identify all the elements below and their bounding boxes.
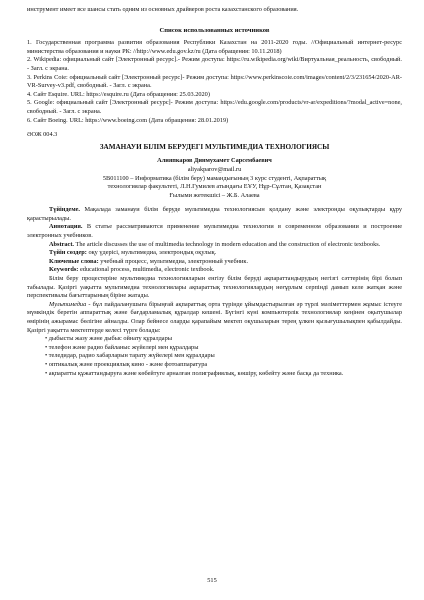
abstract-ru [27,223,402,240]
list-item: • оптикалық және проекциялық кино - және фотоаппаратура [45,360,208,368]
author-name: Алияпкаров Динмухамет Сарсембаевич [157,157,272,165]
page-number: 515 [207,577,217,584]
affiliation-line: технологиялар факультеті, Л.Н.Гумилев атындағы ЕҰУ, Нұр-Сұлтан, Қазақстан [107,183,322,191]
udc-code: ӘОЖ 004.3 [27,131,58,139]
keywords-kz [27,249,402,258]
keywords-kz-text: оқу үдерісі, мультимедиа, электрондық оқулық. [86,249,217,257]
list-item: • ақпаратты құжаттандыруға және көбейтуге арналған полиграфиялық, көшіру, көбейту және басқа да техника. [45,369,344,377]
reference-item: 2. Wikipedia: официальный сайт [Электронный ресурс].- Режим доступа: https://ru.wikipedia.org/wiki/Виртуальная_реальность, свободный. - Загл. с экрана. [27,56,402,72]
body-paragraph: Білім беру процестеріне мультимедиа технологияларын енгізу білім беруді ақпараттандырудың негізгі сәттерінің бірі болып табылады. Қазіргі уақытта мультимедиа технологиялары ақпараттық технологиялардың неғұрлым серпінді дамып келе жатқан және перспективалы бағыттарының біріне жатады. [27,275,402,300]
abstract-en-text: The article discusses the use of multimedia technology in modern education and the construction of electronic textbooks. [74,240,381,248]
author-email: aliyakparov@mail.ru [187,165,242,173]
list-item: • дыбысты жазу және дыбыс ойнату құралдары [45,335,172,343]
keywords-en-text: educational process, multimedia, electronic textbook. [78,266,215,274]
keywords-kz-label: Түйін сөздер: [49,249,87,257]
reference-item: 4. Сайт Esquire. URL: https://esquire.ru (Дата обращения: 25.03.2020) [27,90,210,98]
body-paragraph-text: - бұл пайдаланушыға бірыңғай ақпараттық орта түрінде ұйымдастырылған әр түрлі мәліметтермен жұмыс істеуге мүмкіндік беретін аппараттық және бағдарламалық құралдар кешені. Бүгінгі күні компьютерлік технологиялар кеңінен оқытушылар өмірінің ажырамас бөлігіне айналды. Олар бейнесе оларды қарапайым мектеп оқушыларын терең ұлкен қызығушылықпен қабылдайды. Қазіргі уақытта мектептерде келесі түрге болады: [27,300,402,334]
abstract-en [27,241,402,250]
keywords-en-label: Keywords: [49,266,79,274]
references-list [27,39,402,125]
reference-item: 1. Государственная программа развития образования Республики Казахстан на 2011-2020 годы. //Официальный интернет-ресурс министерства образования и науки РК: //http://www.edu.gov.kz/ru (Дата обращения: 10.11.2018) [27,39,402,55]
keywords-ru [27,258,402,267]
keywords-ru-text: учебный процесс, мультимедиа, электронный учебник. [98,257,249,265]
list-item: • телефон және радио байланыс жүйелері мен құралдары [45,343,199,351]
abstract-en-label: Abstract. [49,240,75,248]
affiliation-line: 5В011100 – Информатика (білім беру) мамандығының 3 курс студенті, Ақпараттық [102,174,327,182]
abstract-kz [27,206,402,223]
keywords-ru-label: Ключевые слова: [49,257,99,265]
references-heading: Список использованных источников [159,26,270,34]
article-title: ЗАМАНАУИ БІЛІМ БЕРУДЕГІ МУЛЬТИМЕДИА ТЕХНОЛОГИЯСЫ [99,142,330,151]
media-tools-list [27,335,402,378]
abstract-kz-text: Мақалада заманауи білім беруде мультимедиа технологиясын қолдану және электронды оқулықтарды құру қарастырылады. [27,206,402,222]
reference-item: 6. Сайт Boeing. URL: https://www.boeing.com (Дата обращения: 28.01.2019) [27,116,229,124]
body-paragraph [27,301,402,335]
reference-item: 3. Perkins Coie: официальный сайт [Электронный ресурс]- Режим доступа: https://www.perkinscoie.com/images/content/2/3/231654/2020-AR-VR-Survey-v3.pdf, свободный. - Загл. с экрана. [27,73,402,90]
multimedia-term: Мультимедиа [49,300,87,308]
abstract-kz-label: Түйіндеме. [49,206,80,214]
supervisor-line: Ғылыми жетекшісі – Ж.Б. Алаева [169,191,260,199]
abstract-ru-text: В статье рассматриваются применение мультимедиа технологии в современном образовании и построение электронных учебников. [27,223,402,240]
reference-item: 5. Google: официальный сайт [Электронный ресурс]- Режим доступа: https://edu.google.com/products/vr-ar/expeditions/?modal_active=none, свободный. - Загл. с экрана. [27,99,402,115]
abstract-ru-label: Аннотация. [49,223,83,231]
list-item: • теледидар, радио хабарларын тарату жүйелері мен құралдары [45,352,215,360]
intro-tail-paragraph: инструмент имеет все шансы стать одним из основных драйверов роста казахстанского образования. [27,6,299,13]
keywords-en [27,266,402,275]
document-page [27,6,402,378]
